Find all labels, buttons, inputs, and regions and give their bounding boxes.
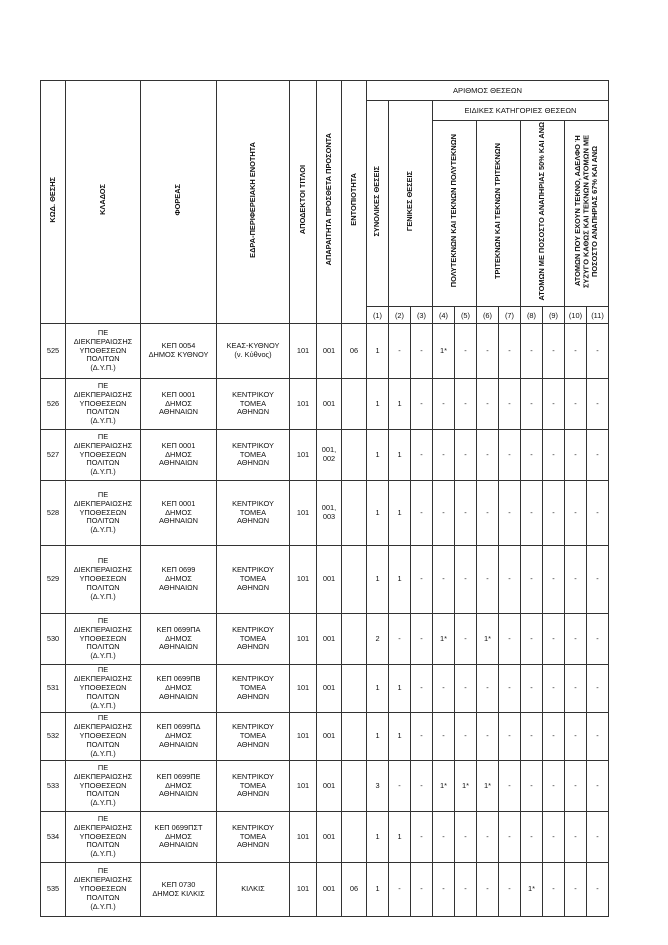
cell-count: 1* bbox=[433, 324, 455, 379]
cell-seat: ΚΕΝΤΡΙΚΟΥ ΤΟΜΕΑ ΑΘΗΝΩΝ bbox=[217, 761, 290, 812]
cell-code: 531 bbox=[41, 665, 66, 713]
col-number: (1) bbox=[367, 307, 389, 324]
cell-locality: 06 bbox=[342, 863, 367, 917]
cell-count: - bbox=[587, 812, 609, 863]
cell-count: 1 bbox=[389, 546, 411, 614]
cell-seat: ΚΕΝΤΡΙΚΟΥ ΤΟΜΕΑ ΑΘΗΝΩΝ bbox=[217, 481, 290, 546]
cell-count: 1 bbox=[367, 713, 389, 761]
table-row bbox=[41, 430, 609, 481]
table-row bbox=[41, 761, 609, 812]
cell-count: - bbox=[521, 614, 543, 665]
cell-titles: 101 bbox=[290, 761, 317, 812]
cell-count: - bbox=[521, 812, 543, 863]
header-special: ΕΙΔΙΚΕΣ ΚΑΤΗΓΟΡΙΕΣ ΘΕΣΕΩΝ bbox=[433, 101, 609, 121]
cell-count: - bbox=[543, 481, 565, 546]
cell-body: ΚΕΠ 0001 ΔΗΜΟΣ ΑΘΗΝΑΙΩΝ bbox=[141, 481, 217, 546]
cell-count: 1 bbox=[389, 430, 411, 481]
cell-count: - bbox=[521, 761, 543, 812]
cell-code: 530 bbox=[41, 614, 66, 665]
cell-count: - bbox=[587, 481, 609, 546]
cell-count: - bbox=[565, 324, 587, 379]
cell-count: - bbox=[455, 481, 477, 546]
cell-quals: 001, 003 bbox=[317, 481, 342, 546]
cell-count: 1* bbox=[477, 614, 499, 665]
cell-count: 1 bbox=[367, 665, 389, 713]
header-quals: ΑΠΑΡΑΙΤΗΤΑ ΠΡΟΣΘΕΤΑ ΠΡΟΣΟΝΤΑ bbox=[317, 81, 342, 324]
cell-count: - bbox=[389, 614, 411, 665]
table-row bbox=[41, 379, 609, 430]
cell-count: - bbox=[477, 430, 499, 481]
table-row bbox=[41, 863, 609, 917]
cell-quals: 001 bbox=[317, 761, 342, 812]
header-relatives: ΑΤΟΜΩΝ ΠΟΥ ΕΧΟΥΝ ΤΕΚΝΟ, ΑΔΕΛΦΟ Ή ΣΥΖΥΓΟ ΚΑΘΩΣ ΚΑΙ ΤΕΚΝΩΝ ΑΤΟΜΩΝ ΜΕ ΠΟΣΟΣΤΟ ΑΝΑΠΗΡΙΑΣ 67% ΚΑΙ ΑΝΩ bbox=[565, 121, 609, 307]
cell-count: 1 bbox=[389, 379, 411, 430]
cell-code: 528 bbox=[41, 481, 66, 546]
cell-count: - bbox=[499, 481, 521, 546]
positions-table bbox=[40, 80, 609, 917]
cell-code: 526 bbox=[41, 379, 66, 430]
table-row bbox=[41, 481, 609, 546]
cell-quals: 001 bbox=[317, 614, 342, 665]
cell-count: 1 bbox=[389, 713, 411, 761]
cell-locality bbox=[342, 761, 367, 812]
cell-seat: ΚΕΝΤΡΙΚΟΥ ΤΟΜΕΑ ΑΘΗΝΩΝ bbox=[217, 665, 290, 713]
cell-count: - bbox=[587, 430, 609, 481]
cell-count: - bbox=[499, 614, 521, 665]
cell-count: - bbox=[411, 812, 433, 863]
cell-count: 1 bbox=[389, 665, 411, 713]
cell-count: - bbox=[477, 713, 499, 761]
cell-seat: ΚΕΝΤΡΙΚΟΥ ΤΟΜΕΑ ΑΘΗΝΩΝ bbox=[217, 430, 290, 481]
cell-count: - bbox=[543, 812, 565, 863]
cell-count: - bbox=[477, 812, 499, 863]
cell-count: - bbox=[433, 481, 455, 546]
cell-count: - bbox=[499, 430, 521, 481]
cell-count: - bbox=[521, 546, 543, 614]
cell-count: 1 bbox=[367, 863, 389, 917]
col-number: (3) bbox=[411, 307, 433, 324]
cell-branch: ΠΕ ΔΙΕΚΠΕΡΑΙΩΣΗΣ ΥΠΟΘΕΣΕΩΝ ΠΟΛΙΤΩΝ (Δ.Υ.Π.) bbox=[66, 481, 141, 546]
cell-count: - bbox=[521, 379, 543, 430]
cell-quals: 001 bbox=[317, 812, 342, 863]
cell-body: ΚΕΠ 0699ΠΔ ΔΗΜΟΣ ΑΘΗΝΑΙΩΝ bbox=[141, 713, 217, 761]
cell-count: - bbox=[411, 665, 433, 713]
cell-body: ΚΕΠ 0699ΠΕ ΔΗΜΟΣ ΑΘΗΝΑΙΩΝ bbox=[141, 761, 217, 812]
cell-count: - bbox=[477, 863, 499, 917]
cell-code: 533 bbox=[41, 761, 66, 812]
cell-count: - bbox=[455, 324, 477, 379]
cell-count: - bbox=[455, 665, 477, 713]
cell-count: - bbox=[433, 812, 455, 863]
cell-locality bbox=[342, 430, 367, 481]
header-disabled: ΑΤΟΜΩΝ ΜΕ ΠΟΣΟΣΤΟ ΑΝΑΠΗΡΙΑΣ 50% ΚΑΙ ΑΝΩ bbox=[521, 121, 565, 307]
cell-count: - bbox=[543, 614, 565, 665]
cell-titles: 101 bbox=[290, 812, 317, 863]
cell-count: - bbox=[389, 324, 411, 379]
cell-titles: 101 bbox=[290, 481, 317, 546]
cell-branch: ΠΕ ΔΙΕΚΠΕΡΑΙΩΣΗΣ ΥΠΟΘΕΣΕΩΝ ΠΟΛΙΤΩΝ (Δ.Υ.Π.) bbox=[66, 665, 141, 713]
cell-count: - bbox=[565, 546, 587, 614]
cell-seat: ΚΕΑΣ-ΚΥΘΝΟΥ (ν. Κύθνος) bbox=[217, 324, 290, 379]
cell-count: - bbox=[477, 546, 499, 614]
cell-count: - bbox=[455, 863, 477, 917]
header-triteknoi: ΤΡΙΤΕΚΝΩΝ ΚΑΙ ΤΕΚΝΩΝ ΤΡΙΤΕΚΝΩΝ bbox=[477, 121, 521, 307]
table-row bbox=[41, 614, 609, 665]
cell-body: ΚΕΠ 0699ΠΣΤ ΔΗΜΟΣ ΑΘΗΝΑΙΩΝ bbox=[141, 812, 217, 863]
cell-titles: 101 bbox=[290, 614, 317, 665]
cell-count: - bbox=[477, 379, 499, 430]
cell-count: - bbox=[499, 713, 521, 761]
cell-count: 2 bbox=[367, 614, 389, 665]
header-titles: ΑΠΟΔΕΚΤΟΙ ΤΙΤΛΟΙ bbox=[290, 81, 317, 324]
cell-count: - bbox=[411, 324, 433, 379]
col-number: (6) bbox=[477, 307, 499, 324]
cell-count: - bbox=[543, 665, 565, 713]
cell-count: - bbox=[411, 863, 433, 917]
cell-quals: 001 bbox=[317, 665, 342, 713]
cell-count: - bbox=[587, 863, 609, 917]
cell-count: - bbox=[565, 379, 587, 430]
cell-count: - bbox=[433, 430, 455, 481]
header-total: ΣΥΝΟΛΙΚΕΣ ΘΕΣΕΙΣ bbox=[367, 101, 389, 307]
cell-titles: 101 bbox=[290, 665, 317, 713]
header-general: ΓΕΝΙΚΕΣ ΘΕΣΕΙΣ bbox=[389, 101, 433, 307]
cell-body: ΚΕΠ 0001 ΔΗΜΟΣ ΑΘΗΝΑΙΩΝ bbox=[141, 430, 217, 481]
table-row bbox=[41, 713, 609, 761]
cell-seat: ΚΕΝΤΡΙΚΟΥ ΤΟΜΕΑ ΑΘΗΝΩΝ bbox=[217, 546, 290, 614]
cell-count: - bbox=[455, 812, 477, 863]
cell-quals: 001, 002 bbox=[317, 430, 342, 481]
cell-count: - bbox=[499, 324, 521, 379]
cell-count: - bbox=[587, 614, 609, 665]
col-number: (11) bbox=[587, 307, 609, 324]
cell-count: - bbox=[411, 614, 433, 665]
cell-titles: 101 bbox=[290, 863, 317, 917]
cell-count: - bbox=[389, 761, 411, 812]
cell-count: - bbox=[411, 761, 433, 812]
cell-count: - bbox=[477, 324, 499, 379]
cell-code: 525 bbox=[41, 324, 66, 379]
cell-locality bbox=[342, 546, 367, 614]
cell-count: - bbox=[565, 812, 587, 863]
cell-count: 1 bbox=[389, 481, 411, 546]
cell-count: 1* bbox=[433, 614, 455, 665]
cell-code: 532 bbox=[41, 713, 66, 761]
cell-body: ΚΕΠ 0730 ΔΗΜΟΣ ΚΙΛΚΙΣ bbox=[141, 863, 217, 917]
cell-locality bbox=[342, 614, 367, 665]
cell-quals: 001 bbox=[317, 713, 342, 761]
col-number: (7) bbox=[499, 307, 521, 324]
cell-quals: 001 bbox=[317, 863, 342, 917]
cell-count: - bbox=[543, 430, 565, 481]
cell-body: ΚΕΠ 0699 ΔΗΜΟΣ ΑΘΗΝΑΙΩΝ bbox=[141, 546, 217, 614]
table-body bbox=[41, 324, 609, 917]
col-number: (10) bbox=[565, 307, 587, 324]
cell-count: - bbox=[521, 665, 543, 713]
cell-count: - bbox=[477, 481, 499, 546]
cell-titles: 101 bbox=[290, 324, 317, 379]
cell-seat: ΚΕΝΤΡΙΚΟΥ ΤΟΜΕΑ ΑΘΗΝΩΝ bbox=[217, 713, 290, 761]
col-number: (9) bbox=[543, 307, 565, 324]
cell-body: ΚΕΠ 0699ΠΑ ΔΗΜΟΣ ΑΘΗΝΑΙΩΝ bbox=[141, 614, 217, 665]
header-body: ΦΟΡΕΑΣ bbox=[141, 81, 217, 324]
header-branch: ΚΛΑΔΟΣ bbox=[66, 81, 141, 324]
cell-quals: 001 bbox=[317, 324, 342, 379]
cell-count: - bbox=[499, 812, 521, 863]
cell-count: - bbox=[543, 761, 565, 812]
cell-count: - bbox=[587, 546, 609, 614]
col-number: (5) bbox=[455, 307, 477, 324]
cell-code: 535 bbox=[41, 863, 66, 917]
cell-count: 1 bbox=[367, 481, 389, 546]
cell-titles: 101 bbox=[290, 546, 317, 614]
cell-count: - bbox=[587, 713, 609, 761]
cell-code: 527 bbox=[41, 430, 66, 481]
header-seat: ΕΔΡΑ-ΠΕΡΙΦΕΡΕΙΑΚΗ ΕΝΟΤΗΤΑ bbox=[217, 81, 290, 324]
cell-titles: 101 bbox=[290, 713, 317, 761]
cell-count: - bbox=[565, 665, 587, 713]
cell-count: 3 bbox=[367, 761, 389, 812]
cell-count: - bbox=[565, 713, 587, 761]
cell-count: - bbox=[499, 546, 521, 614]
cell-branch: ΠΕ ΔΙΕΚΠΕΡΑΙΩΣΗΣ ΥΠΟΘΕΣΕΩΝ ΠΟΛΙΤΩΝ (Δ.Υ.Π.) bbox=[66, 614, 141, 665]
cell-code: 534 bbox=[41, 812, 66, 863]
cell-count: - bbox=[499, 761, 521, 812]
cell-count: - bbox=[433, 713, 455, 761]
cell-count: - bbox=[565, 761, 587, 812]
cell-branch: ΠΕ ΔΙΕΚΠΕΡΑΙΩΣΗΣ ΥΠΟΘΕΣΕΩΝ ΠΟΛΙΤΩΝ (Δ.Υ.Π.) bbox=[66, 713, 141, 761]
table-row bbox=[41, 812, 609, 863]
cell-count: - bbox=[565, 863, 587, 917]
cell-titles: 101 bbox=[290, 379, 317, 430]
cell-code: 529 bbox=[41, 546, 66, 614]
cell-count: - bbox=[499, 863, 521, 917]
cell-count: - bbox=[455, 546, 477, 614]
cell-count: - bbox=[499, 379, 521, 430]
cell-count: - bbox=[543, 713, 565, 761]
cell-branch: ΠΕ ΔΙΕΚΠΕΡΑΙΩΣΗΣ ΥΠΟΘΕΣΕΩΝ ΠΟΛΙΤΩΝ (Δ.Υ.Π.) bbox=[66, 761, 141, 812]
cell-count: - bbox=[455, 430, 477, 481]
cell-count: - bbox=[433, 379, 455, 430]
cell-count: - bbox=[587, 665, 609, 713]
cell-count: - bbox=[499, 665, 521, 713]
header-code: ΚΩΔ. ΘΕΣΗΣ bbox=[41, 81, 66, 324]
table-row bbox=[41, 324, 609, 379]
cell-count: 1 bbox=[389, 812, 411, 863]
cell-count: - bbox=[411, 379, 433, 430]
header-polyteknoi: ΠΟΛΥΤΕΚΝΩΝ ΚΑΙ ΤΕΚΝΩΝ ΠΟΛΥΤΕΚΝΩΝ bbox=[433, 121, 477, 307]
cell-titles: 101 bbox=[290, 430, 317, 481]
cell-count: - bbox=[565, 430, 587, 481]
cell-count: - bbox=[433, 546, 455, 614]
cell-count: - bbox=[565, 614, 587, 665]
cell-seat: ΚΕΝΤΡΙΚΟΥ ΤΟΜΕΑ ΑΘΗΝΩΝ bbox=[217, 379, 290, 430]
cell-locality bbox=[342, 379, 367, 430]
col-number: (8) bbox=[521, 307, 543, 324]
cell-count: 1* bbox=[433, 761, 455, 812]
table-row bbox=[41, 665, 609, 713]
cell-locality: 06 bbox=[342, 324, 367, 379]
cell-count: - bbox=[433, 863, 455, 917]
cell-seat: ΚΕΝΤΡΙΚΟΥ ΤΟΜΕΑ ΑΘΗΝΩΝ bbox=[217, 812, 290, 863]
cell-count: 1 bbox=[367, 812, 389, 863]
cell-branch: ΠΕ ΔΙΕΚΠΕΡΑΙΩΣΗΣ ΥΠΟΘΕΣΕΩΝ ΠΟΛΙΤΩΝ (Δ.Υ.Π.) bbox=[66, 379, 141, 430]
cell-count: - bbox=[521, 481, 543, 546]
cell-count: - bbox=[477, 665, 499, 713]
cell-branch: ΠΕ ΔΙΕΚΠΕΡΑΙΩΣΗΣ ΥΠΟΘΕΣΕΩΝ ΠΟΛΙΤΩΝ (Δ.Υ.Π.) bbox=[66, 546, 141, 614]
table-row bbox=[41, 546, 609, 614]
col-number: (4) bbox=[433, 307, 455, 324]
cell-seat: ΚΙΛΚΙΣ bbox=[217, 863, 290, 917]
cell-count: - bbox=[587, 324, 609, 379]
cell-count: 1 bbox=[367, 430, 389, 481]
cell-count: - bbox=[389, 863, 411, 917]
cell-count: - bbox=[411, 546, 433, 614]
cell-locality bbox=[342, 713, 367, 761]
cell-count: - bbox=[411, 430, 433, 481]
cell-count: - bbox=[521, 430, 543, 481]
cell-count: 1* bbox=[477, 761, 499, 812]
cell-locality bbox=[342, 481, 367, 546]
cell-count: - bbox=[543, 863, 565, 917]
header-num-positions: ΑΡΙΘΜΟΣ ΘΕΣΕΩΝ bbox=[367, 81, 609, 101]
cell-quals: 001 bbox=[317, 379, 342, 430]
cell-count: 1* bbox=[455, 761, 477, 812]
cell-branch: ΠΕ ΔΙΕΚΠΕΡΑΙΩΣΗΣ ΥΠΟΘΕΣΕΩΝ ΠΟΛΙΤΩΝ (Δ.Υ.Π.) bbox=[66, 324, 141, 379]
cell-quals: 001 bbox=[317, 546, 342, 614]
cell-branch: ΠΕ ΔΙΕΚΠΕΡΑΙΩΣΗΣ ΥΠΟΘΕΣΕΩΝ ΠΟΛΙΤΩΝ (Δ.Υ.Π.) bbox=[66, 863, 141, 917]
cell-count: - bbox=[521, 324, 543, 379]
cell-count: - bbox=[587, 379, 609, 430]
cell-count: - bbox=[543, 546, 565, 614]
cell-count: 1* bbox=[521, 863, 543, 917]
col-number: (2) bbox=[389, 307, 411, 324]
cell-body: ΚΕΠ 0001 ΔΗΜΟΣ ΑΘΗΝΑΙΩΝ bbox=[141, 379, 217, 430]
cell-count: - bbox=[543, 379, 565, 430]
cell-body: ΚΕΠ 0054 ΔΗΜΟΣ ΚΥΘΝΟΥ bbox=[141, 324, 217, 379]
cell-seat: ΚΕΝΤΡΙΚΟΥ ΤΟΜΕΑ ΑΘΗΝΩΝ bbox=[217, 614, 290, 665]
cell-body: ΚΕΠ 0699ΠΒ ΔΗΜΟΣ ΑΘΗΝΑΙΩΝ bbox=[141, 665, 217, 713]
cell-count: - bbox=[455, 379, 477, 430]
cell-count: - bbox=[543, 324, 565, 379]
cell-locality bbox=[342, 665, 367, 713]
cell-count: - bbox=[521, 713, 543, 761]
cell-count: - bbox=[433, 665, 455, 713]
cell-count: - bbox=[455, 614, 477, 665]
cell-count: - bbox=[455, 713, 477, 761]
cell-count: 1 bbox=[367, 546, 389, 614]
cell-count: - bbox=[411, 713, 433, 761]
cell-locality bbox=[342, 812, 367, 863]
cell-count: 1 bbox=[367, 324, 389, 379]
cell-branch: ΠΕ ΔΙΕΚΠΕΡΑΙΩΣΗΣ ΥΠΟΘΕΣΕΩΝ ΠΟΛΙΤΩΝ (Δ.Υ.Π.) bbox=[66, 812, 141, 863]
cell-count: - bbox=[411, 481, 433, 546]
header-locality: ΕΝΤΟΠΙΟΤΗΤΑ bbox=[342, 81, 367, 324]
cell-count: 1 bbox=[367, 379, 389, 430]
cell-count: - bbox=[565, 481, 587, 546]
cell-branch: ΠΕ ΔΙΕΚΠΕΡΑΙΩΣΗΣ ΥΠΟΘΕΣΕΩΝ ΠΟΛΙΤΩΝ (Δ.Υ.Π.) bbox=[66, 430, 141, 481]
cell-count: - bbox=[587, 761, 609, 812]
